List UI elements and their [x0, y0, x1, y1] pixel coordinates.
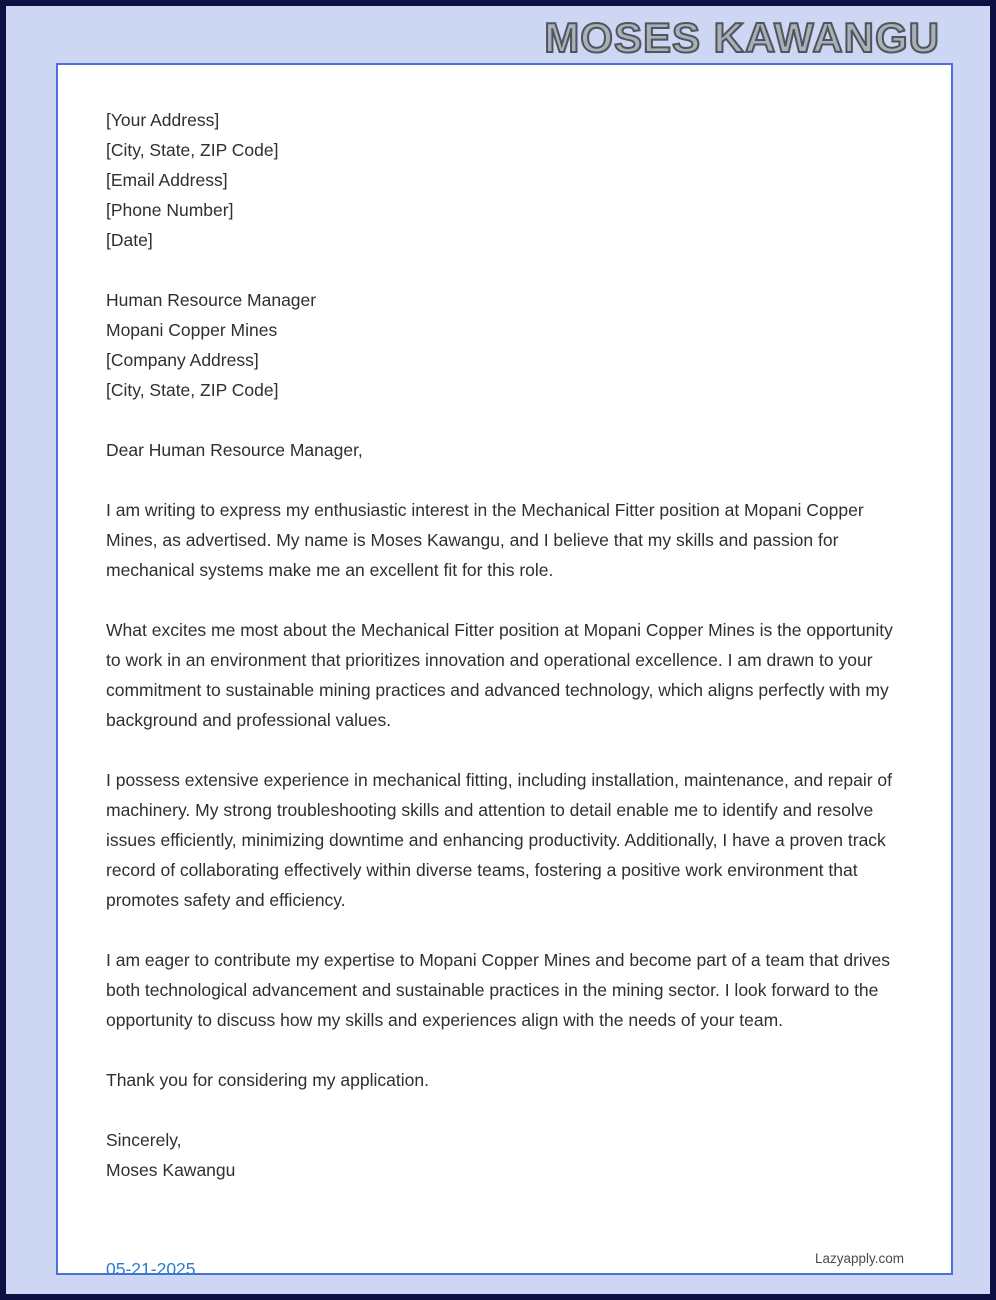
sender-address-line: [City, State, ZIP Code]	[106, 140, 279, 160]
recipient-address-line: [Company Address]	[106, 350, 259, 370]
recipient-address-line: Mopani Copper Mines	[106, 320, 278, 340]
sender-address-line: [Your Address]	[106, 110, 220, 130]
valediction: Sincerely,	[106, 1130, 182, 1150]
signature-name: Moses Kawangu	[106, 1160, 236, 1180]
recipient-address-line: [City, State, ZIP Code]	[106, 380, 279, 400]
sender-address-line: [Phone Number]	[106, 200, 234, 220]
sender-address-block	[106, 105, 903, 255]
salutation	[106, 435, 903, 465]
letter-date: 05-21-2025	[106, 1259, 196, 1279]
recipient-address-line: Human Resource Manager	[106, 290, 317, 310]
body-paragraph: I possess extensive experience in mechanical fitting, including installation, maintenance, and repair of machinery. My strong troubleshooting skills and attention to detail enable me to identify and resolve issues efficiently, minimizing downtime and enhancing productivity. Additionally, I have a proven track record of collaborating effectively within diverse teams, fostering a positive work environment that promotes safety and efficiency.	[106, 770, 893, 910]
body-paragraph: I am eager to contribute my expertise to Mopani Copper Mines and become part of a team that drives both technological advancement and sustainable practices in the mining sector. I look forward to the opportunity to discuss how my skills and experiences align with the needs of your team.	[106, 950, 891, 1030]
sender-address-line: [Date]	[106, 230, 153, 250]
letter-panel	[56, 63, 953, 1275]
salutation-line: Dear Human Resource Manager,	[106, 440, 363, 460]
body-paragraph: I am writing to express my enthusiastic interest in the Mechanical Fitter position at Mopani Copper Mines, as advertised. My name is Moses Kawangu, and I believe that my skills and passion for mechanical systems make me an excellent fit for this role.	[106, 500, 864, 580]
body-paragraph: What excites me most about the Mechanical Fitter position at Mopani Copper Mines is the opportunity to work in an environment that prioritizes innovation and operational excellence. I am drawn to your commitment to sustainable mining practices and advanced technology, which aligns perfectly with my background and professional values.	[106, 620, 893, 730]
sender-address-line: [Email Address]	[106, 170, 228, 190]
body-paragraph: Thank you for considering my application.	[106, 1070, 429, 1090]
closing-block	[106, 1125, 903, 1185]
recipient-address-block	[106, 285, 903, 405]
watermark-text: Lazyapply.com	[814, 1251, 904, 1266]
page-title: MOSES KAWANGU	[544, 14, 940, 61]
